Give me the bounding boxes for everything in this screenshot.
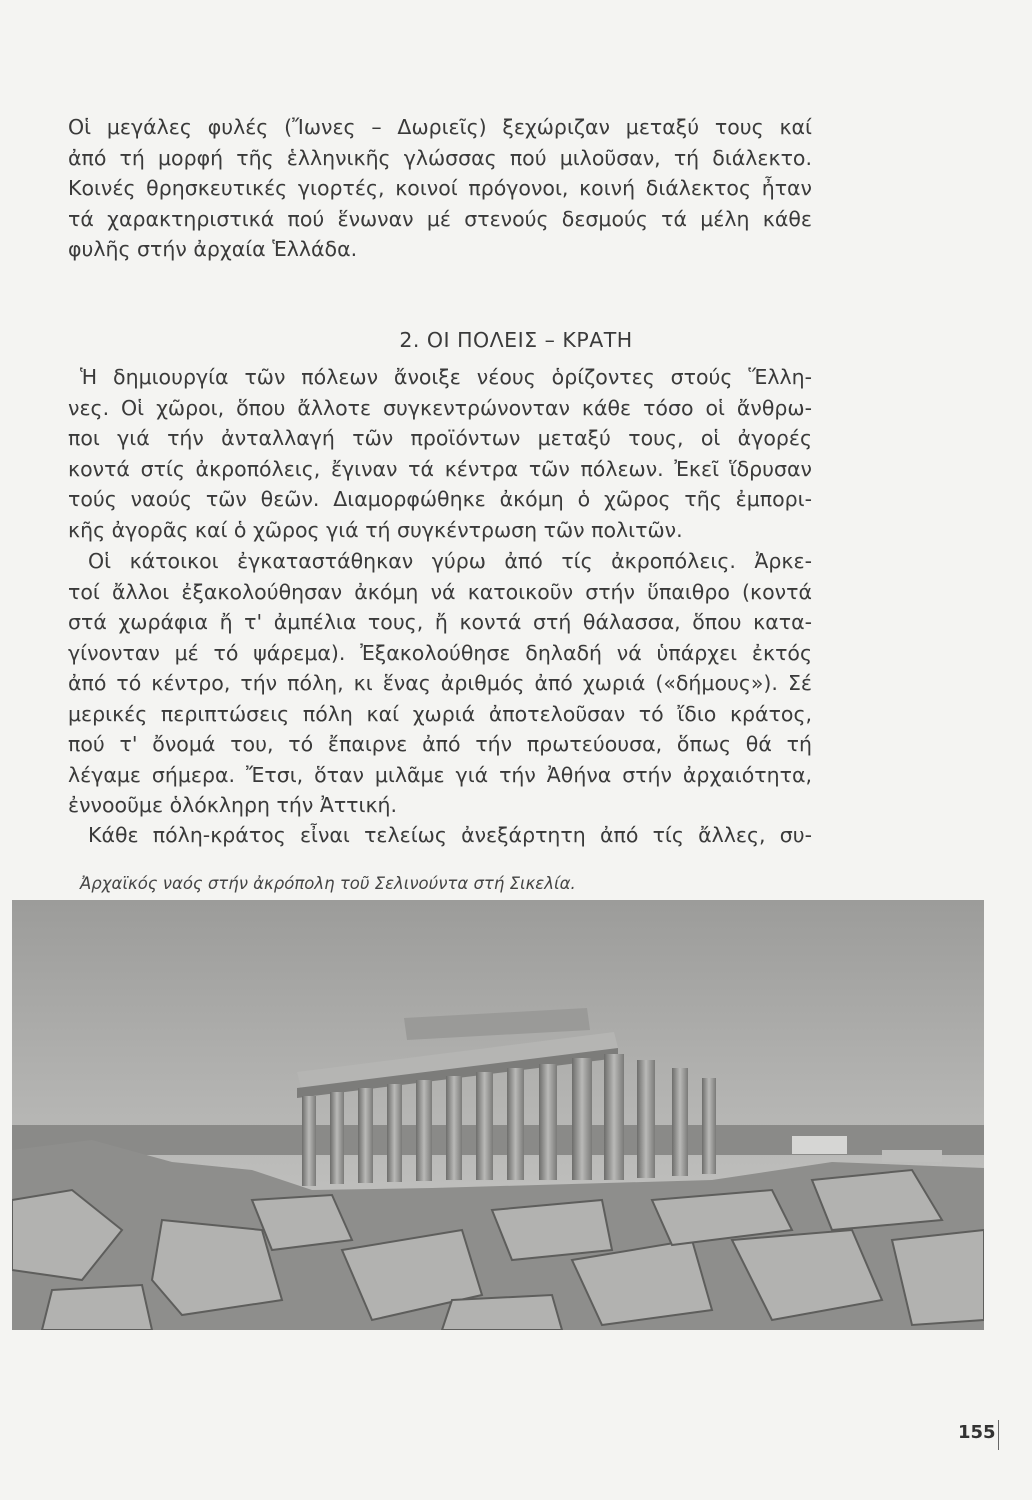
photo-caption: Ἀρχαϊκός ναός στήν ἀκρόπολη τοῦ Σελινούντα στή Σικελία. <box>80 874 576 893</box>
paragraph-dialects <box>68 112 812 265</box>
text-line: ἐννοοῦμε ὁλόκληρη τήν Ἀττική. <box>68 793 398 817</box>
text-line: τοί ἄλλοι ἐξακολούθησαν ἀκόμη νά κατοικοῦν στήν ὕπαιθρο (κοντά <box>68 579 812 604</box>
text-line: Ἡ δημιουργία τῶν πόλεων ἄνοιξε νέους ὁρίζοντες στούς Ἕλλη- <box>80 365 812 389</box>
text-line: λέγαμε σήμερα. Ἔτσι, ὅταν μιλᾶμε γιά τήν Ἀθήνα στήν ἀρχαιότητα, <box>68 762 812 787</box>
text-line: στά χωράφια ἤ τ' ἀμπέλια τους, ἤ κοντά στή θάλασσα, ὅπου κατα- <box>68 610 812 634</box>
temple-photo <box>12 900 984 1330</box>
text-line: Οἱ μεγάλες φυλές (Ἴωνες – Δωριεῖς) ξεχώριζαν μεταξύ τους καί <box>68 115 812 139</box>
paragraph-city-creation <box>68 362 812 545</box>
page-edge-line <box>998 1420 999 1450</box>
text-line: νες. Οἱ χῶροι, ὅπου ἄλλοτε συγκεντρώνονταν κάθε τόσο οἱ ἄνθρω- <box>68 395 812 420</box>
text-line: γίνονταν μέ τό ψάρεμα). Ἐξακολούθησε δηλαδή νά ὑπάρχει ἐκτός <box>68 640 812 665</box>
paragraph-inhabitants <box>68 546 812 821</box>
page-number: 155 <box>958 1422 996 1443</box>
text-line: κῆς ἀγορᾶς καί ὁ χῶρος γιά τή συγκέντρωση τῶν πολιτῶν. <box>68 517 683 542</box>
paragraph-independence <box>68 820 812 851</box>
section-heading: 2. ΟΙ ΠΟΛΕΙΣ – ΚΡΑΤΗ <box>399 328 633 352</box>
text-line: Οἱ κάτοικοι ἐγκαταστάθηκαν γύρω ἀπό τίς ἀκροπόλεις. Ἀρκε- <box>88 549 812 573</box>
text-line: ἀπό τό κέντρο, τήν πόλη, κι ἕνας ἀριθμός ἀπό χωριά («δήμους»). Σέ <box>68 671 812 695</box>
text-line: κοντά στίς ἀκροπόλεις, ἔγιναν τά κέντρα τῶν πόλεων. Ἐκεῖ ἵδρυσαν <box>68 456 812 481</box>
text-line: πού τ' ὄνομά του, τό ἔπαιρνε ἀπό τήν πρωτεύουσα, ὅπως θά τή <box>68 732 812 756</box>
text-line: τά χαρακτηριστικά πού ἕνωναν μέ στενούς δεσμούς τά μέλη κάθε <box>68 206 812 231</box>
text-line: Κοινές θρησκευτικές γιορτές, κοινοί πρόγονοι, κοινή διάλεκτος ἦταν <box>68 176 812 200</box>
text-line: μερικές περιπτώσεις πόλη καί χωριά ἀποτελοῦσαν τό ἴδιο κράτος, <box>68 701 812 726</box>
text-line: Κάθε πόλη-κράτος εἶναι τελείως ἀνεξάρτητη ἀπό τίς ἄλλες, συ- <box>88 823 812 847</box>
text-line: ποι γιά τήν ἀνταλλαγή τῶν προϊόντων μεταξύ τους, οἱ ἀγορές <box>68 426 812 450</box>
text-line: τούς ναούς τῶν θεῶν. Διαμορφώθηκε ἀκόμη ὁ χῶρος τῆς ἐμπορι- <box>68 487 812 511</box>
text-line: ἀπό τή μορφή τῆς ἑλληνικῆς γλώσσας πού μιλοῦσαν, τή διάλεκτο. <box>68 145 812 170</box>
text-line: φυλῆς στήν ἀρχαία Ἑλλάδα. <box>68 237 358 261</box>
